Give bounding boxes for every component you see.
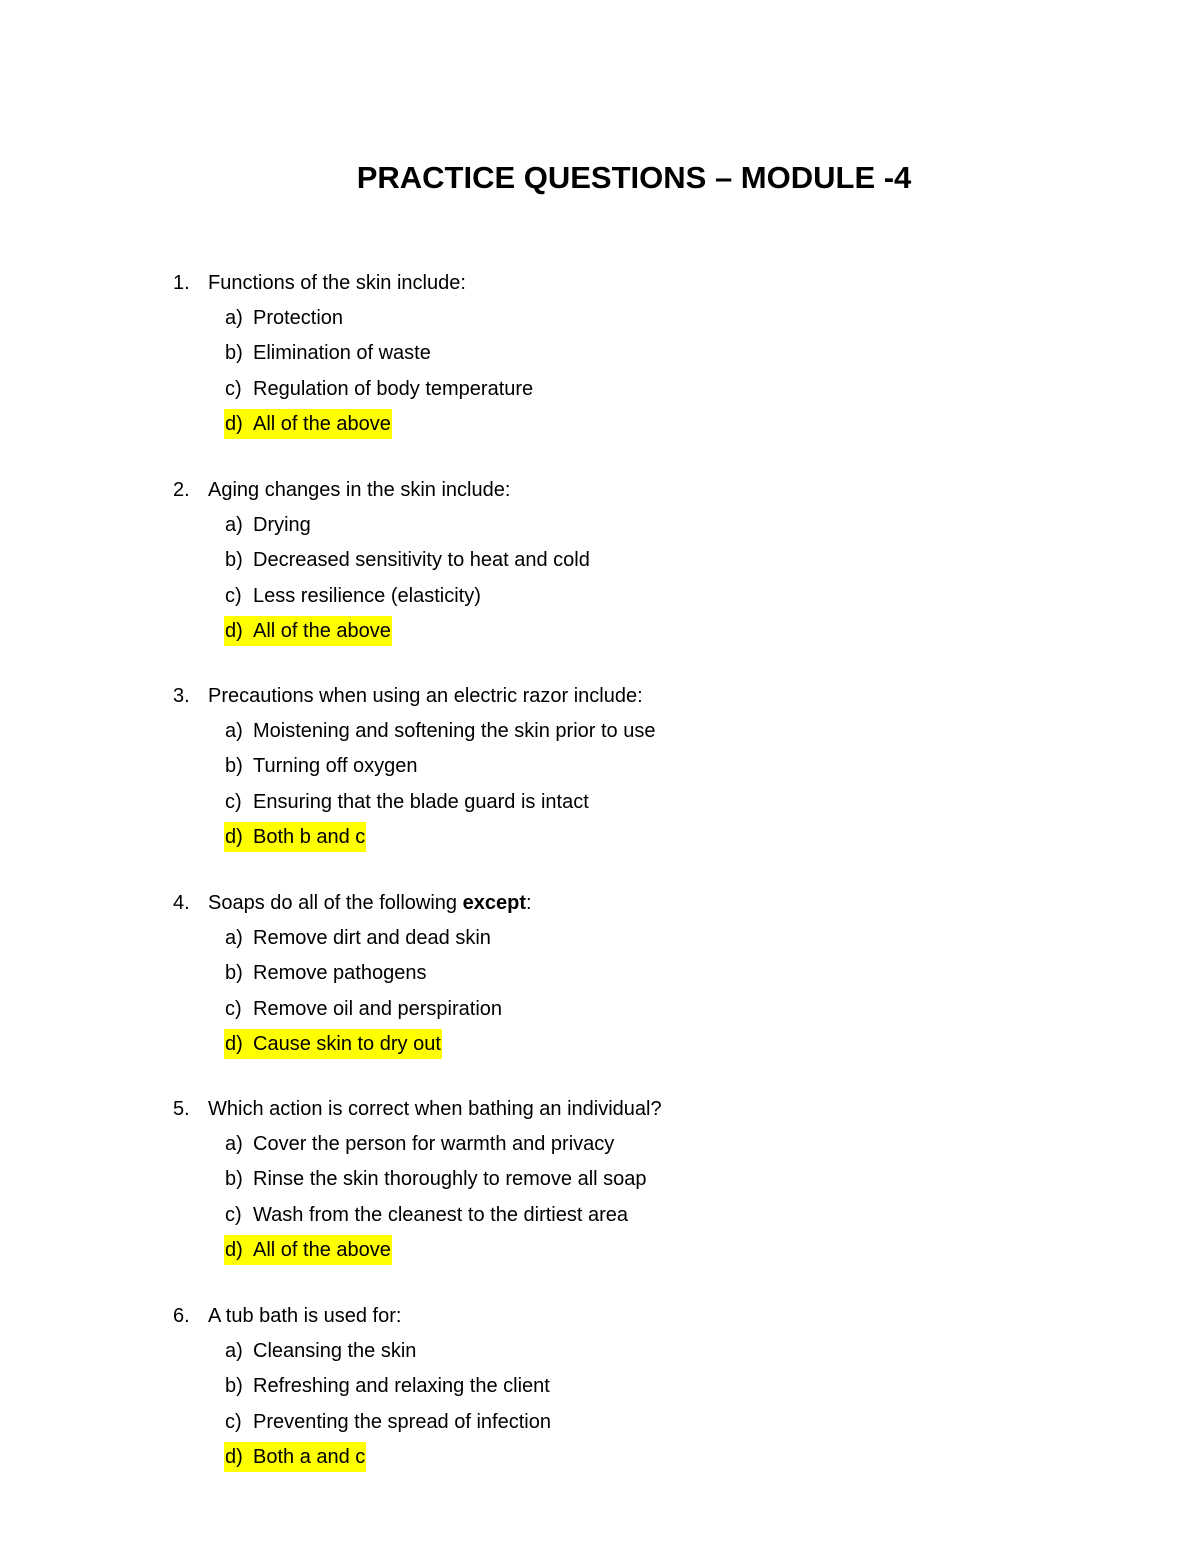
answer-option (224, 1164, 648, 1194)
answer-option-text: All of the above (253, 413, 391, 435)
question-text (173, 888, 532, 918)
answer-option-text: Both b and c (253, 826, 366, 848)
answer-option-text: Preventing the spread of infection (253, 1411, 551, 1433)
answer-option-content (224, 716, 656, 746)
answer-option-content (224, 923, 492, 953)
answer-option-letter: d) (225, 1239, 243, 1261)
answer-option-content (224, 994, 503, 1024)
answer-option-text: Decreased sensitivity to heat and cold (253, 549, 590, 571)
answer-option-letter: a) (225, 1340, 243, 1362)
answer-option-correct (224, 616, 392, 646)
answer-option-correct (224, 822, 366, 852)
answer-option-letter: b) (225, 1375, 243, 1397)
answer-option-text: Remove dirt and dead skin (253, 927, 491, 949)
question-number: 4. (173, 892, 190, 914)
answer-option-text: Drying (253, 514, 311, 536)
answer-option-correct (224, 409, 392, 439)
answer-option-content (224, 1129, 615, 1159)
answer-option-text: Turning off oxygen (253, 755, 418, 777)
answer-option-text: Both a and c (253, 1446, 366, 1468)
answer-option-letter: d) (225, 1446, 243, 1468)
answer-option-text: Remove pathogens (253, 962, 427, 984)
answer-option-text: Rinse the skin thoroughly to remove all soap (253, 1168, 647, 1190)
question-text (173, 475, 510, 505)
answer-option (224, 994, 503, 1024)
answer-option-content (224, 1200, 629, 1230)
answer-option-letter: a) (225, 1133, 243, 1155)
answer-option (224, 1129, 615, 1159)
answer-option (224, 1407, 552, 1437)
question-number: 3. (173, 685, 190, 707)
answer-option-letter: c) (225, 1204, 242, 1226)
question-prompt (208, 685, 643, 707)
answer-option (224, 751, 419, 781)
answer-option-correct (224, 1029, 442, 1059)
question-prompt (208, 892, 532, 914)
answer-option-content (224, 338, 432, 368)
question-prompt-text: Functions of the skin include: (208, 272, 466, 294)
answer-option-letter: c) (225, 585, 242, 607)
answer-option (224, 787, 590, 817)
answer-option-content (224, 581, 482, 611)
answer-option-text: Cover the person for warmth and privacy (253, 1133, 615, 1155)
answer-option-content (224, 1235, 392, 1265)
answer-option-letter: b) (225, 549, 243, 571)
answer-option-content (224, 374, 534, 404)
answer-option (224, 716, 656, 746)
answer-option-text: All of the above (253, 1239, 391, 1261)
question-prompt-text: Precautions when using an electric razor include: (208, 685, 643, 707)
answer-option-letter: d) (225, 1033, 243, 1055)
question-number: 2. (173, 479, 190, 501)
answer-option (224, 338, 432, 368)
answer-option-text: Regulation of body temperature (253, 378, 534, 400)
answer-option (224, 1336, 417, 1366)
answer-option-content (224, 545, 591, 575)
answer-option-letter: d) (225, 620, 243, 642)
answer-option-content (224, 1336, 417, 1366)
question-text (173, 1094, 662, 1124)
answer-option-content (224, 1029, 442, 1059)
answer-option-letter: b) (225, 1168, 243, 1190)
answer-option-letter: b) (225, 755, 243, 777)
question-prompt (208, 272, 466, 294)
answer-option-content (224, 510, 312, 540)
answer-option-content (224, 1371, 551, 1401)
answer-option-text: Cause skin to dry out (253, 1033, 441, 1055)
answer-option-letter: c) (225, 378, 242, 400)
answer-option-correct (224, 1442, 366, 1472)
question-text (173, 1301, 401, 1331)
answer-option-letter: a) (225, 514, 243, 536)
question-number: 5. (173, 1098, 190, 1120)
answer-option-content (224, 1164, 648, 1194)
answer-option-content (224, 958, 427, 988)
answer-option-letter: d) (225, 826, 243, 848)
question-prompt-text: Soaps do all of the following (208, 892, 463, 914)
answer-option (224, 545, 591, 575)
answer-option-letter: b) (225, 962, 243, 984)
answer-option-text: Remove oil and perspiration (253, 998, 503, 1020)
answer-option-text: Cleansing the skin (253, 1340, 417, 1362)
question-prompt-text: Aging changes in the skin include: (208, 479, 511, 501)
question-text (173, 681, 643, 711)
answer-option-text: Elimination of waste (253, 342, 431, 364)
answer-option (224, 303, 344, 333)
answer-option-letter: b) (225, 342, 243, 364)
question-prompt-suffix: : (525, 892, 532, 914)
answer-option-content (224, 1407, 552, 1437)
answer-option (224, 1200, 629, 1230)
answer-option-content (224, 822, 366, 852)
answer-option-content (224, 751, 419, 781)
question-number: 6. (173, 1305, 190, 1327)
answer-option-text: Moistening and softening the skin prior to use (253, 720, 656, 742)
question-prompt (208, 479, 510, 501)
answer-option-content (224, 616, 392, 646)
answer-option-text: All of the above (253, 620, 391, 642)
question-prompt-text: A tub bath is used for: (208, 1305, 402, 1327)
answer-option-letter: c) (225, 1411, 242, 1433)
question-text (173, 268, 466, 298)
answer-option-text: Wash from the cleanest to the dirtiest area (253, 1204, 628, 1226)
answer-option-text: Ensuring that the blade guard is intact (253, 791, 589, 813)
answer-option-content (224, 1442, 366, 1472)
answer-option-letter: c) (225, 998, 242, 1020)
question-prompt-emphasis: except (462, 892, 526, 914)
answer-option-text: Protection (253, 307, 344, 329)
question-prompt-text: Which action is correct when bathing an individual? (208, 1098, 662, 1120)
answer-option-letter: a) (225, 307, 243, 329)
answer-option-content (224, 303, 344, 333)
answer-option (224, 923, 492, 953)
answer-option-letter: a) (225, 927, 243, 949)
answer-option-letter: c) (225, 791, 242, 813)
page-title: PRACTICE QUESTIONS – MODULE -4 (356, 160, 912, 195)
answer-option (224, 958, 427, 988)
answer-option (224, 581, 482, 611)
question-number: 1. (173, 272, 190, 294)
question-prompt (208, 1098, 662, 1120)
answer-option (224, 374, 534, 404)
answer-option (224, 510, 312, 540)
answer-option-letter: d) (225, 413, 243, 435)
answer-option-text: Less resilience (elasticity) (253, 585, 481, 607)
answer-option-content (224, 787, 590, 817)
answer-option-text: Refreshing and relaxing the client (253, 1375, 550, 1397)
answer-option-correct (224, 1235, 392, 1265)
answer-option-content (224, 409, 392, 439)
question-prompt (208, 1305, 401, 1327)
answer-option-letter: a) (225, 720, 243, 742)
answer-option (224, 1371, 551, 1401)
